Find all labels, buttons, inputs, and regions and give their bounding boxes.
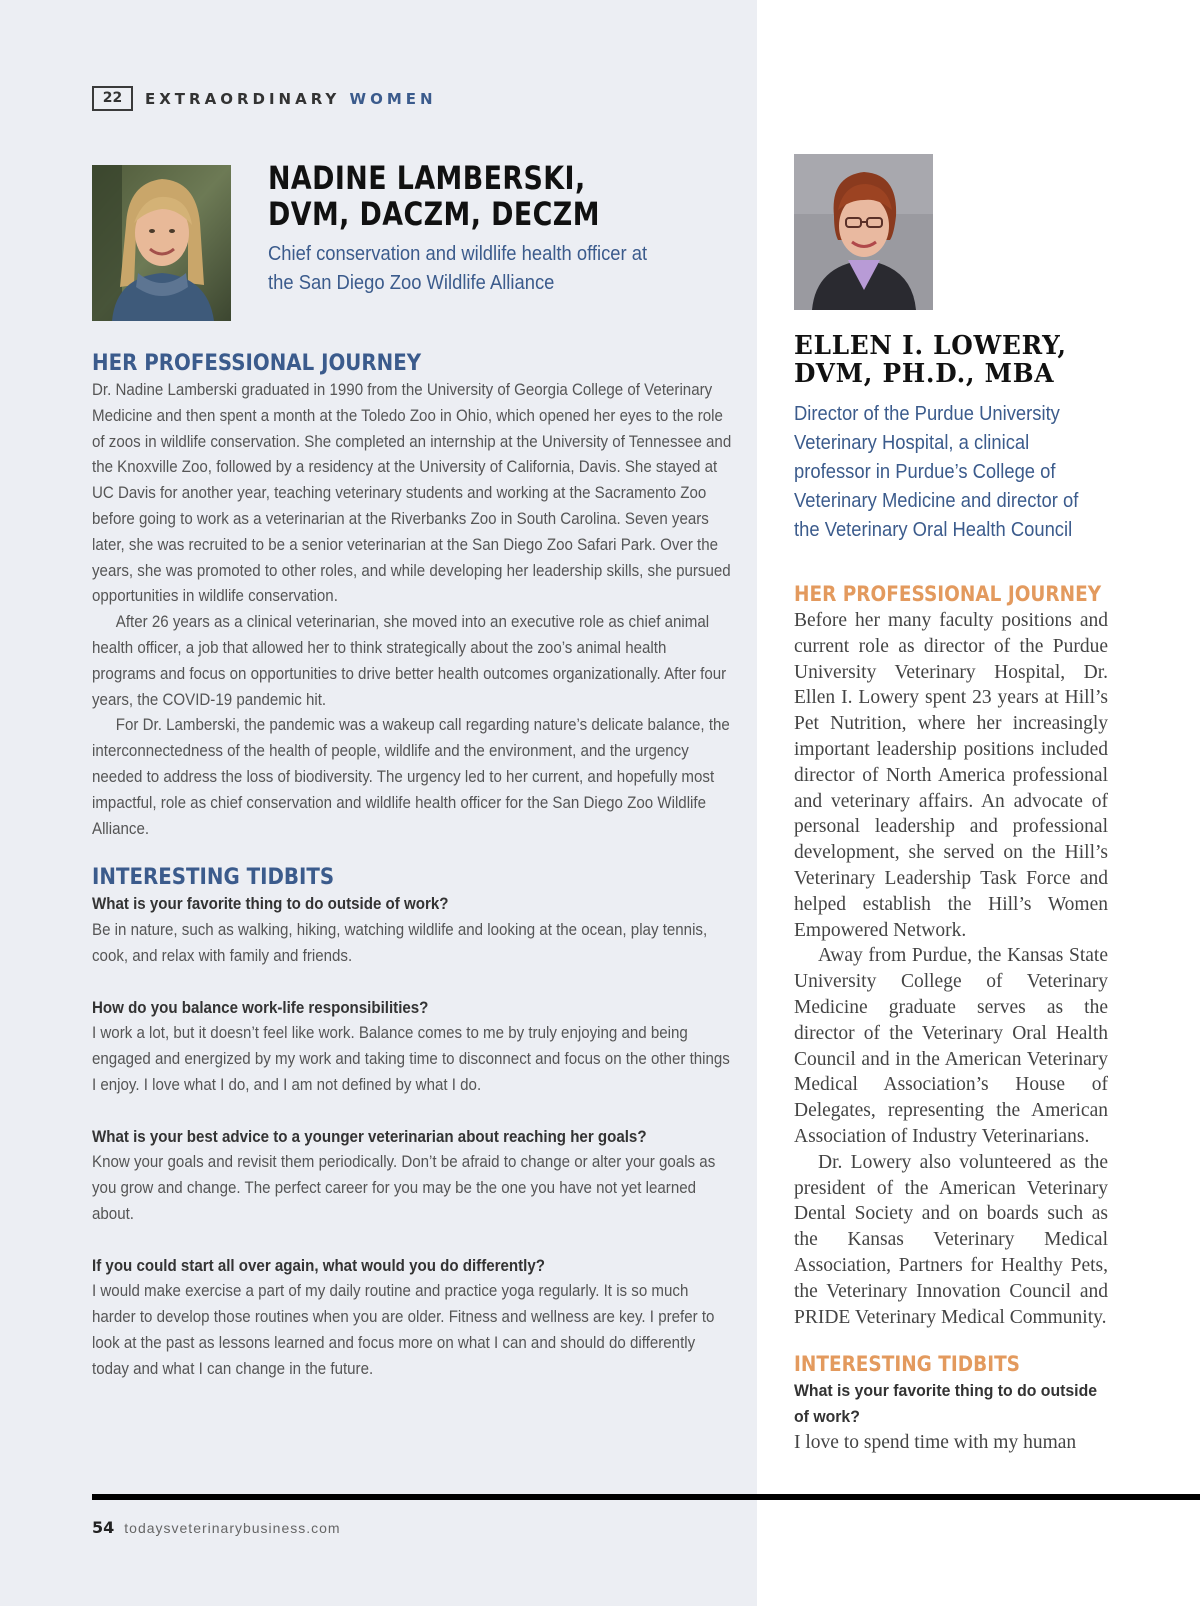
ellen-portrait-photo: [794, 154, 933, 310]
nadine-question: If you could start all over again, what would you do differently?: [92, 1256, 545, 1275]
ellen-answer: I love to spend time with my human: [794, 1431, 1077, 1453]
section-page-number: 22: [92, 86, 133, 111]
nadine-portrait-photo: [92, 165, 231, 321]
ellen-tidbits-heading: INTERESTING TIDBITS: [794, 1352, 1020, 1377]
nadine-job-title: Chief conservation and wildlife health officer at the San Diego Zoo Wildlife Alliance: [268, 243, 648, 294]
ellen-name-line-1: ELLEN I. LOWERY,: [794, 331, 1067, 361]
nadine-name-line-2: DVM, DACZM, DECZM: [268, 195, 600, 233]
ellen-journey-paragraph: Before her many faculty positions and current role as director of the Purdue University Veterinary Hospital, Dr. Ellen I. Lowery spent 23 years at Hill’s Pet Nutrition, where her increasingly important leadership positions included director of North America professional and veterinary affairs. An advocate of personal leadership and professional development, she served on the Hill’s Veterinary Leadership Task Force and helped establish the Hill’s Women Empowered Network.: [794, 610, 1108, 941]
ellen-name-line-2: DVM, PH.D., MBA: [794, 359, 1055, 389]
nadine-journey-heading: HER PROFESSIONAL JOURNEY: [92, 351, 422, 376]
ellen-journey-heading: HER PROFESSIONAL JOURNEY: [794, 582, 1102, 606]
nadine-journey-paragraph: After 26 years as a clinical veterinarian, she moved into an executive role as chief animal health officer, a job that allowed her to think strategically about the zoo’s animal health programs and focus on opportunities to drive better health outcomes organizationally. After four years, the COVID-19 pandemic hit.: [92, 613, 727, 709]
nadine-answer: I work a lot, but it doesn’t feel like work. Balance comes to me by truly enjoying and being engaged and energized by my work and taking time to disconnect and focus on the other things I enjoy. I love what I do, and I am not defined by what I do.: [92, 1024, 730, 1094]
nadine-answer: Be in nature, such as walking, hiking, watching wildlife and looking at the ocean, play tennis, cook, and relax with family and friends.: [92, 921, 708, 965]
ellen-portrait-image: [794, 154, 933, 310]
footer-rule: [92, 1494, 1200, 1500]
ellen-name-heading: [794, 332, 1117, 388]
nadine-name-heading: [268, 160, 638, 232]
nadine-journey-paragraph: Dr. Nadine Lamberski graduated in 1990 from the University of Georgia College of Veterinary Medicine and then spent a month at the Toledo Zoo in Ohio, which opened her eyes to the role of zoos in wildlife conservation. She completed an internship at the University of Tennessee and the Knoxville Zoo, followed by a residency at the University of California, Davis. She stayed at UC Davis for another year, teaching veterinary students and working at the Sacramento Zoo before going to work as a veterinarian at the Riverbanks Zoo in South Carolina. Seven years later, she was recruited to be a senior veterinarian at the San Diego Zoo Safari Park. Over the years, she was promoted to other roles, and while developing her leadership skills, she pursued opportunities in wildlife conservation.: [92, 381, 732, 606]
nadine-journey-paragraph: For Dr. Lamberski, the pandemic was a wakeup call regarding nature’s delicate balance, the interconnectedness of the health of people, wildlife and the environment, and the urgency needed to address the loss of biodiversity. The urgency led to her current, and hopefully most impactful, role as chief conservation and wildlife health officer for the San Diego Zoo Wildlife Alliance.: [92, 716, 730, 838]
ellen-article-body: [794, 580, 1108, 1456]
nadine-qa-item: [92, 1125, 732, 1228]
footer-website: todaysveterinarybusiness.com: [124, 1520, 341, 1536]
nadine-name-line-1: NADINE LAMBERSKI,: [268, 159, 586, 197]
nadine-answer: I would make exercise a part of my daily routine and practice yoga regularly. It is so much harder to develop those routines when you are older. Fitness and wellness are key. I prefer to look at the past as lessons learned and focus more on what I can and should do differently today and what I can change in the future.: [92, 1282, 715, 1378]
ellen-journey-paragraph: Away from Purdue, the Kansas State University College of Veterinary Medicine graduate serves as the director of the Veterinary Oral Health Council and in the American Veterinary Medical Association’s House of Delegates, representing the American Association of Industry Veterinarians.: [794, 945, 1108, 1147]
nadine-question: How do you balance work-life responsibilities?: [92, 998, 429, 1017]
section-header: [92, 86, 437, 111]
nadine-portrait-image: [92, 165, 231, 321]
page-footer: [92, 1518, 341, 1537]
nadine-question: What is your favorite thing to do outside of work?: [92, 895, 449, 914]
ellen-question: What is your favorite thing to do outside of work?: [794, 1381, 1098, 1427]
nadine-question: What is your best advice to a younger veterinarian about reaching her goals?: [92, 1127, 647, 1146]
footer-page-number: 54: [92, 1518, 115, 1537]
section-label-main: EXTRAORDINARY: [145, 89, 341, 108]
ellen-job-title: Director of the Purdue University Veterinary Hospital, a clinical professor in Purdue’s College of Veterinary Medicine and director of the Veterinary Oral Health Council: [794, 403, 1079, 541]
section-label: [145, 90, 437, 108]
section-label-accent: WOMEN: [349, 89, 437, 108]
nadine-qa-item: [92, 1254, 732, 1383]
nadine-qa-item: [92, 996, 732, 1099]
nadine-tidbits-heading: INTERESTING TIDBITS: [92, 865, 335, 891]
nadine-article-body: [92, 350, 732, 1408]
nadine-answer: Know your goals and revisit them periodically. Don’t be afraid to change or alter your goals as you grow and change. The perfect career for you may be the one you have not yet learned about.: [92, 1153, 716, 1223]
nadine-qa-item: [92, 892, 732, 969]
ellen-journey-paragraph: Dr. Lowery also volunteered as the president of the American Veterinary Dental Society and on boards such as the Kansas Veterinary Medical Association, Partners for Healthy Pets, the Veterinary Innovation Council and PRIDE Veterinary Medical Community.: [794, 1151, 1108, 1328]
